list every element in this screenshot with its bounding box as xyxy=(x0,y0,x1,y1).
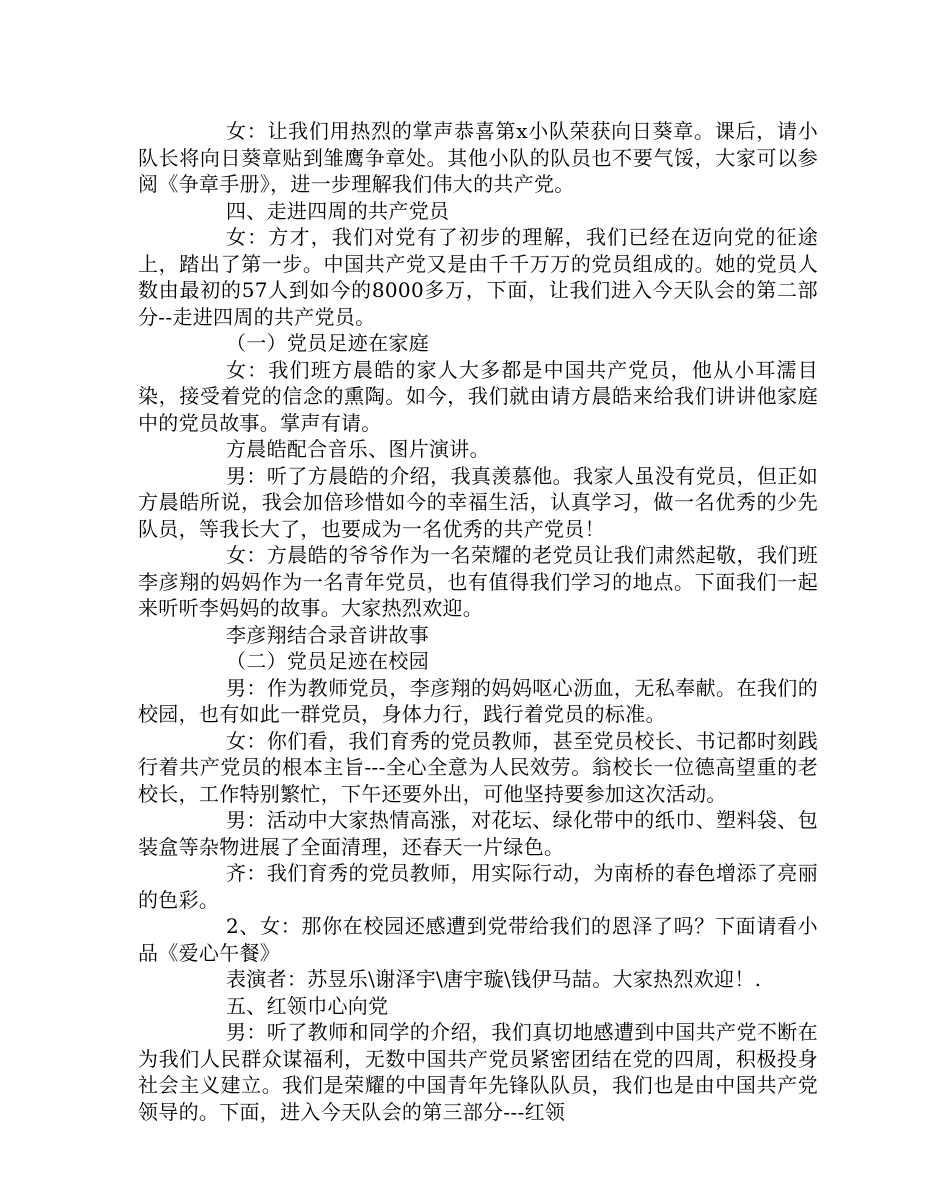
paragraph-male-cleanup: 男：活动中大家热情高涨，对花坛、绿化带中的纸巾、塑料袋、包装盒等杂物进展了全面清理，还春天一片绿色。 xyxy=(138,808,818,859)
paragraph-female-principal: 女：你们看，我们育秀的党员教师，甚至党员校长、书记都时刻践行着共产党员的根本主旨---全心全意为人民效劳。翁校长一位德高望重的老校长，工作特别繁忙，下午还要外出，可他坚持要参加这次活动。 xyxy=(138,728,818,806)
paragraph-female-li-mother: 女：方晨皓的爷爷作为一名荣耀的老党员让我们肃然起敬，我们班李彦翔的妈妈作为一名青年党员，也有值得我们学习的地点。下面我们一起来听听李妈妈的故事。大家热烈欢迎。 xyxy=(138,543,818,620)
paragraph-female-fang: 女：我们班方晨皓的家人大多都是中国共产党员，他从小耳濡目染，接受着党的信念的熏陶。如今，我们就由请方晨皓来给我们讲讲他家庭中的党员故事。掌声有请。 xyxy=(138,357,818,435)
paragraph-female-intro-part2: 女：方才，我们对党有了初步的理解，我们已经在迈向党的征途上，踏出了第一步。中国共产党又是由千千万万的党员组成的。她的党员人数由最初的57人到如今的8000多万，下面，让我们进入今天队会的第二部分--走进四周的共产党员。 xyxy=(138,225,818,329)
section-heading-5: 五、红领巾心向党 xyxy=(226,993,389,1018)
paragraph-all-spring: 齐：我们育秀的党员教师，用实际行动，为南桥的春色增添了亮丽的色彩。 xyxy=(138,861,818,912)
paragraph-fang-speech: 方晨皓配合音乐、图片演讲。 xyxy=(226,437,490,461)
paragraph-female-skit: 2、女：那你在校园还感遭到党带给我们的恩泽了吗？下面请看小品《爱心午餐》 xyxy=(138,914,818,965)
paragraph-male-teacher: 男：作为教师党员，李彦翔的妈妈呕心沥血，无私奉献。在我们的校园，也有如此一群党员，身体力行，践行着党员的标准。 xyxy=(138,675,818,726)
paragraph-male-part3: 男：听了教师和同学的介绍，我们真切地感遭到中国共产党不断在为我们人民群众谋福利，无数中国共产党员紧密团结在党的四周，积极投身社会主义建立。我们是荣耀的中国青年先锋队队员，我们也是由中国共产党领导的。下面，进入今天队会的第三部分---红领 xyxy=(138,1020,818,1124)
subsection-heading-campus: （二）党员足迹在校园 xyxy=(226,649,429,673)
document-body xyxy=(138,118,818,1125)
subsection-heading-family: （一）党员足迹在家庭 xyxy=(226,331,429,355)
paragraph-male-envy: 男：听了方晨皓的介绍，我真羡慕他。我家人虽没有党员，但正如方晨皓所说，我会加倍珍惜如今的幸福生活，认真学习，做一名优秀的少先队员，等我长大了，也要成为一名优秀的共产党员！ xyxy=(138,463,818,541)
section-heading-4: 四、走进四周的共产党员 xyxy=(226,198,450,223)
paragraph-female-congrats: 女：让我们用热烈的掌声恭喜第x小队荣获向日葵章。课后，请小队长将向日葵章贴到雏鹰争章处。其他小队的队员也不要气馁，大家可以参阅《争章手册》，进一步理解我们伟大的共产党。 xyxy=(138,119,818,196)
paragraph-performers: 表演者：苏昱乐\谢泽宇\唐宇璇\钱伊马喆。大家热烈欢迎！. xyxy=(226,967,762,991)
paragraph-li-story: 李彦翔结合录音讲故事 xyxy=(226,622,429,647)
